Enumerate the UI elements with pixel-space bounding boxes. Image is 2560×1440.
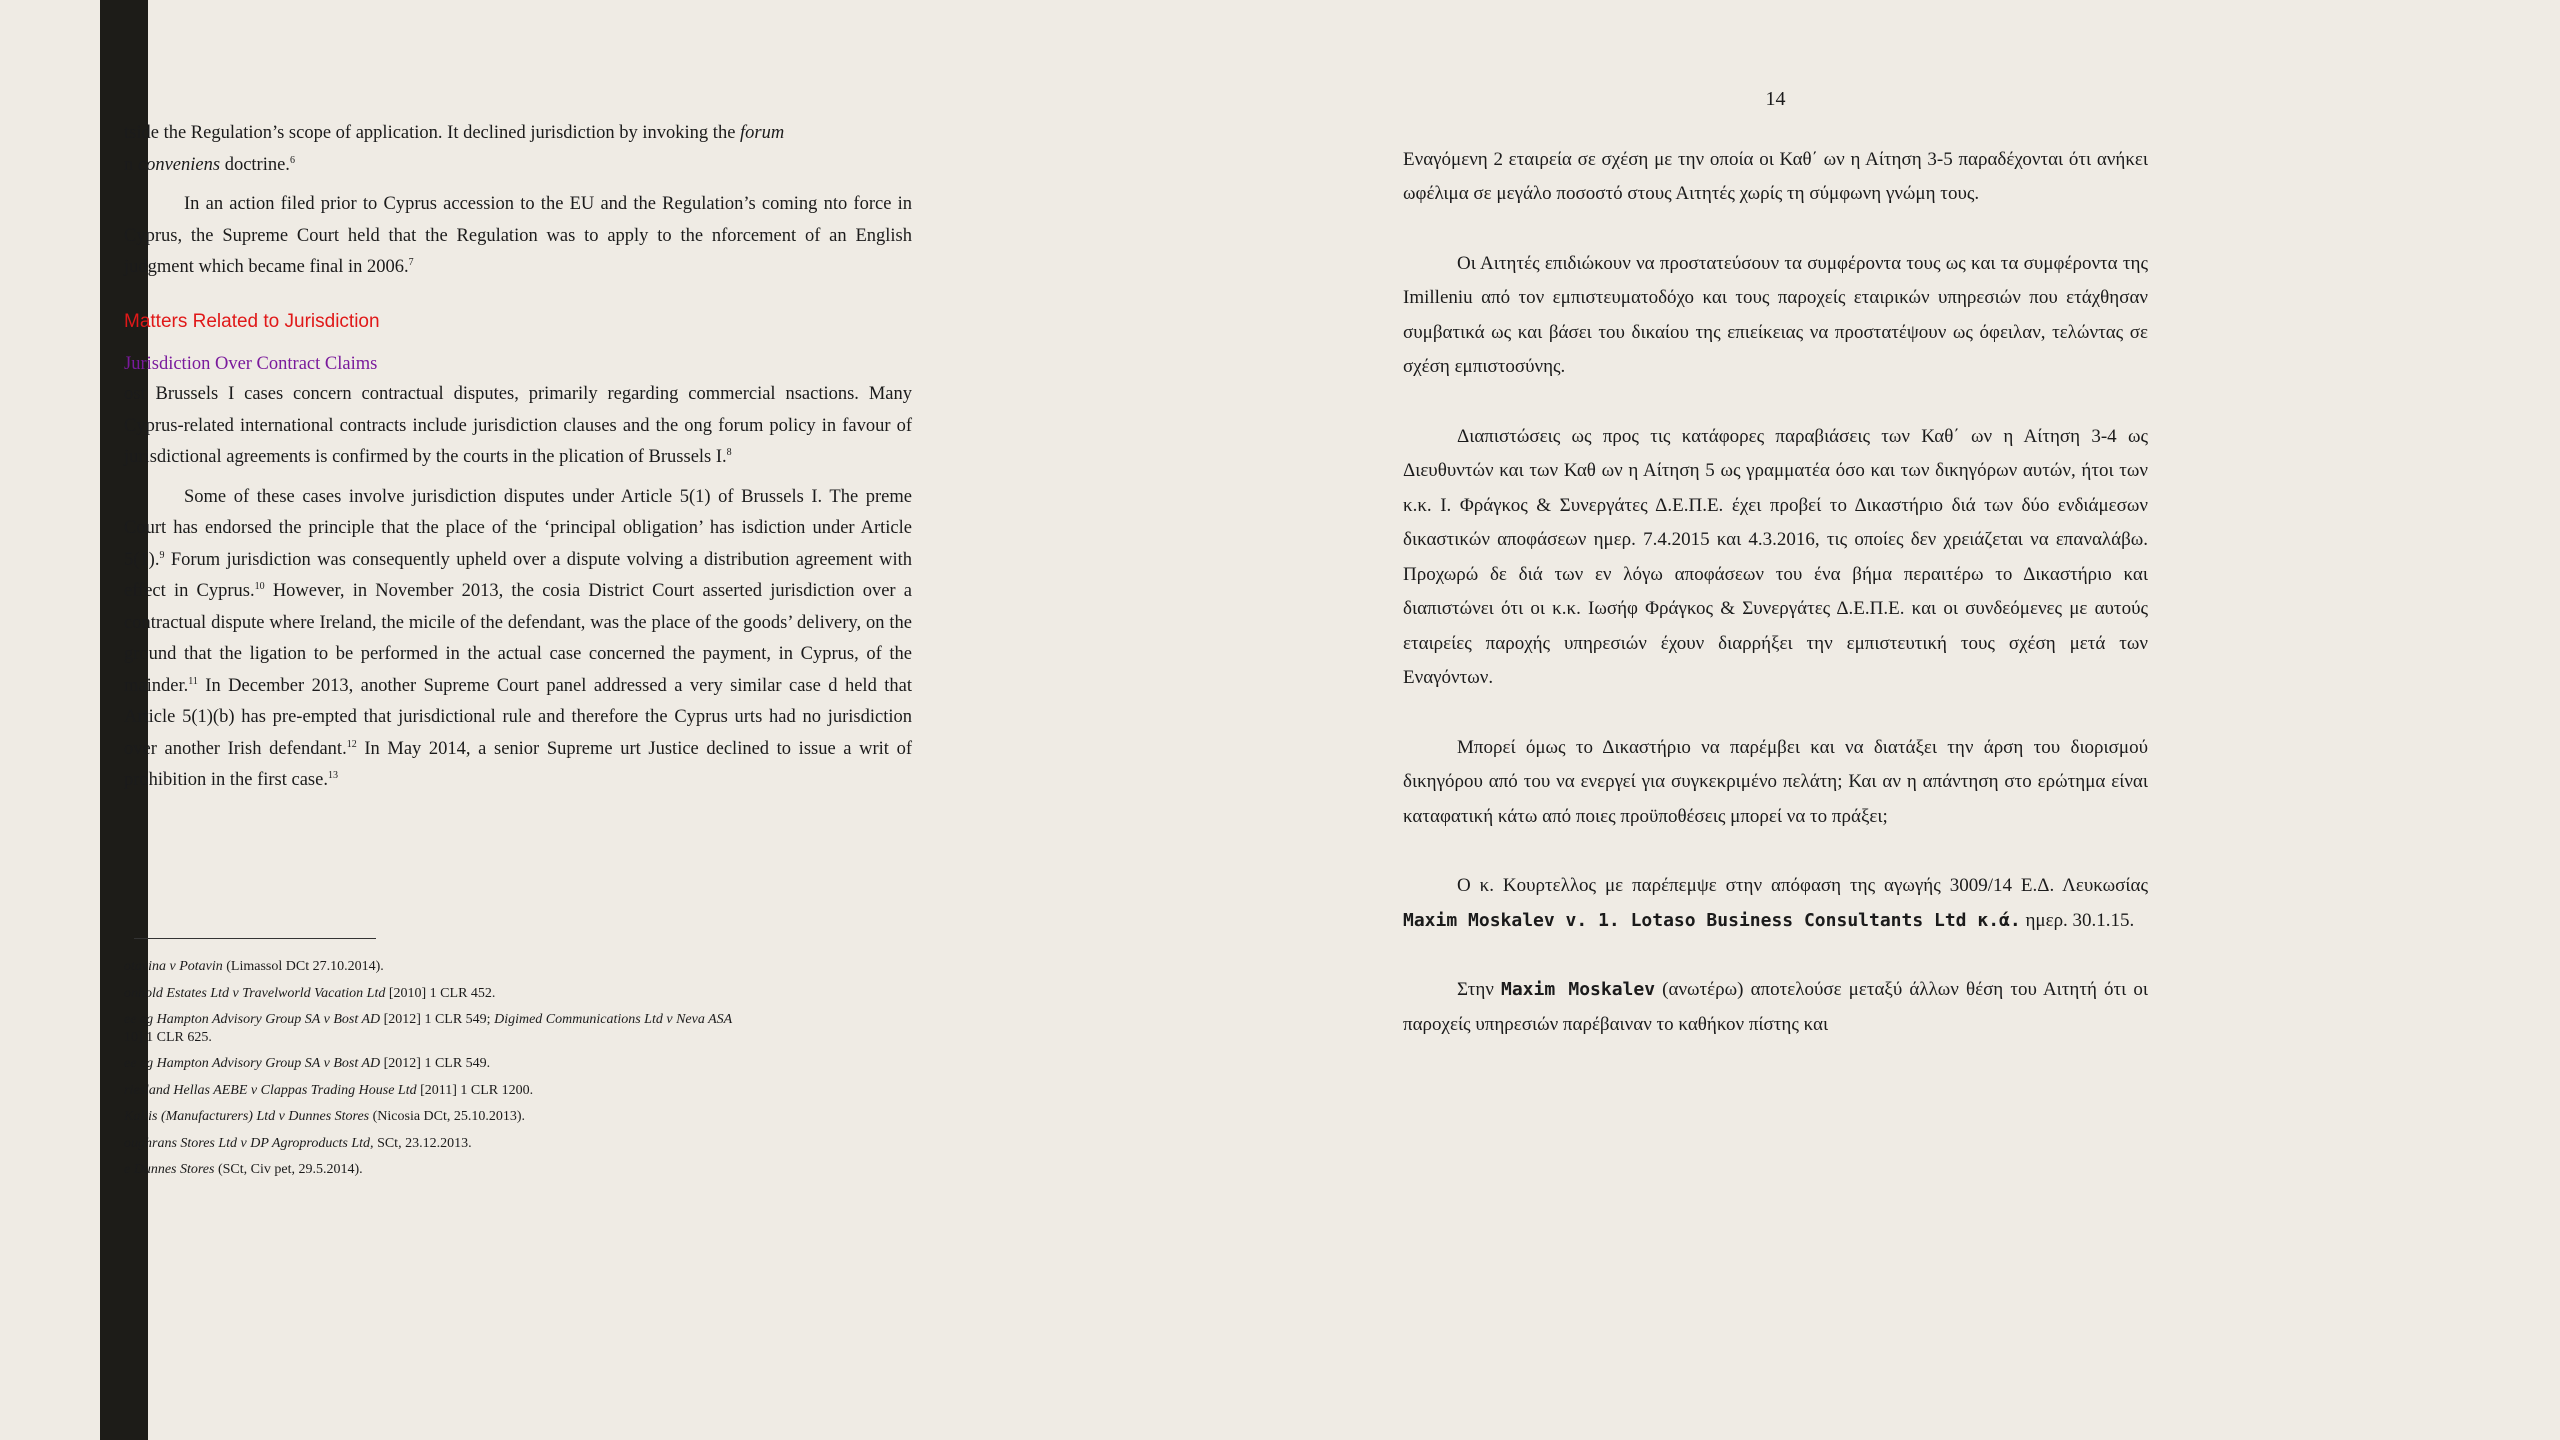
footnote: onhold Estates Ltd v Travelworld Vacation Ltd [2010] 1 CLR 452. <box>124 985 496 1001</box>
paragraph-4: Some of these cases involve jurisdiction disputes under Article 5(1) of Brussels I. The preme Court has endorsed the principle that the place of the ‘principal obligation’ has isdiction under Article 5(1).$^9$ Forum jurisdiction was consequently upheld over a dispute volving a distribution agreement with effect in Cyprus.$^{10}$ However, in November 2013, the cosia District Court asserted jurisdiction over a contractual dispute where Ireland, the micile of the defendant, was the place of the goods’ delivery, on the ground that the ligation to be performed in the actual case concerned the payment, in Cyprus, of the mainder.$^{11}$ In December 2013, another Supreme Court panel addressed a very similar case d held that Article 5(1)(b) has pre-empted that jurisdictional rule and therefore the Cyprus urts had no jurisdiction over another Irish defendant.$^{12}$ In May 2014, a senior Supreme urt Justice declined to issue a writ of prohibition in the first case.$^{13}$ <box>124 486 912 790</box>
footnote: riesland Hellas AEBE v Clappas Trading House Ltd [2011] 1 CLR 1200. <box>124 1082 534 1098</box>
paragraph-3: ost Brussels I cases concern contractual disputes, primarily regarding commercial nsactions. Many Cyprus-related international contracts include jurisdiction clauses and the ong forum policy in favour of jurisdictional agreements is confirmed by the courts in the plication of Brussels I.$^8$ <box>124 384 912 467</box>
greek-paragraph-1: Εναγόμενη 2 εταιρεία σε σχέση με την οποία οι Καθ΄ ων η Αίτηση 3-5 παραδέχονται ότι ανήκει ωφέλιμα σε μεγάλο ποσοστό στους Αιτητές χωρίς τη σύμφωνη γνώμη τους. <box>1403 148 2148 204</box>
paragraph-1: tside the Regulation’s scope of application. It declined jurisdiction by invoking the forum n conveniens doctrine.$^6$ <box>124 123 785 175</box>
footnote: ee eg Hampton Advisory Group SA v Bost AD [2012] 1 CLR 549. <box>124 1056 491 1071</box>
footnote: Kallis (Manufacturers) Ltd v Dunnes Stores (Nicosia DCt, 25.10.2013). <box>124 1109 526 1124</box>
left-page <box>124 118 912 797</box>
greek-paragraph-4: Μπορεί όμως το Δικαστήριο να παρέμβει και να διατάξει την άρση του διορισμού δικηγόρου από του να ενεργεί για συγκεκριμένο πελάτη; Και αν η απάντηση στο ερώτημα είναι καταφατική κάτω από ποιες προϋποθέσεις μπορεί να το πράξει; <box>1403 736 2148 827</box>
section-heading: Matters Related to Jurisdiction <box>124 310 380 332</box>
footnote: ee eg Hampton Advisory Group SA v Bost AD [2012] 1 CLR 549; Digimed Communications Ltd v Neva ASA 10] 1 CLR 625. <box>124 1012 733 1045</box>
greek-paragraph-5: Ο κ. Κουρτελλος με παρέπεμψε στην απόφαση της αγωγής 3009/14 Ε.Δ. Λευκωσίας Maxim Moskalev v. 1. Lotaso Business Consultants Ltd κ.ά. ημερ. 30.1.15. <box>1403 875 2148 931</box>
page-number: 14 <box>1765 88 1786 110</box>
greek-paragraph-2: Οι Αιτητές επιδιώκουν να προστατεύσουν τα συμφέροντα τους ως και τα συμφέροντα της Imilleniu από τον εμπιστευματοδόχο και τους παροχείς εταιρικών υπηρεσιών που ετάχθησαν συμβατικά ως και βάσει του δικαίου της επιείκειας να προστατέψουν ως όφειλαν, τελώντας σε σχέση εμπιστοσύνης. <box>1403 252 2148 377</box>
greek-paragraph-3: Διαπιστώσεις ως προς τις κατάφορες παραβιάσεις των Καθ΄ ων η Αίτηση 3-4 ως Διευθυντών και των Καθ ων η Αίτηση 5 ως γραμματέα όσο και των δικηγόρων αυτών, ήτοι των κ.κ. Ι. Φράγκος & Συνεργάτες Δ.Ε.Π.Ε. έχει προβεί το Δικαστήριο διά των δύο ενδιάμεσων δικαστικών αποφάσεων ημερ. 7.4.2015 και 4.3.2016, τις οποίες δεν χρειάζεται να επαναλάβω. Προχωρώ δε διά των εν λόγω αποφάσεων του ένα βήμα περαιτέρω το Δικαστήριο και διαπιστώνει ότι οι κ.κ. Ιωσήφ Φράγκος & Συνεργάτες Δ.Ε.Π.Ε. και οι συνδεόμενες με αυτούς εταιρείες παροχής υπηρεσιών έχουν διαρρήξει την εμπιστευτική τους σχέση μετά των Εναγόντων. <box>1403 425 2148 688</box>
footnote: e Dunnes Stores (SCt, Civ pet, 29.5.2014). <box>124 1162 363 1177</box>
subsection-heading: Jurisdiction Over Contract Claims <box>124 354 378 374</box>
paragraph-2: In an action filed prior to Cyprus accession to the EU and the Regulation’s coming nto force in Cyprus, the Supreme Court held that the Regulation was to apply to the nforcement of an English judgment which became final in 2006.$^7$ <box>124 194 912 277</box>
footnotes <box>124 958 912 1188</box>
footnote: oughrans Stores Ltd v DP Agroproducts Ltd, SCt, 23.12.2013. <box>124 1135 472 1151</box>
footnote: otavina v Potavin (Limassol DCt 27.10.2014). <box>124 959 384 974</box>
footnote-separator <box>134 938 376 939</box>
right-page <box>1403 82 2148 1077</box>
greek-paragraph-6: Στην Maxim Moskalev (ανωτέρω) αποτελούσε μεταξύ άλλων θέση του Αιτητή ότι οι παροχείς υπηρεσιών παρέβαιναν το καθήκον πίστης και <box>1403 979 2148 1035</box>
